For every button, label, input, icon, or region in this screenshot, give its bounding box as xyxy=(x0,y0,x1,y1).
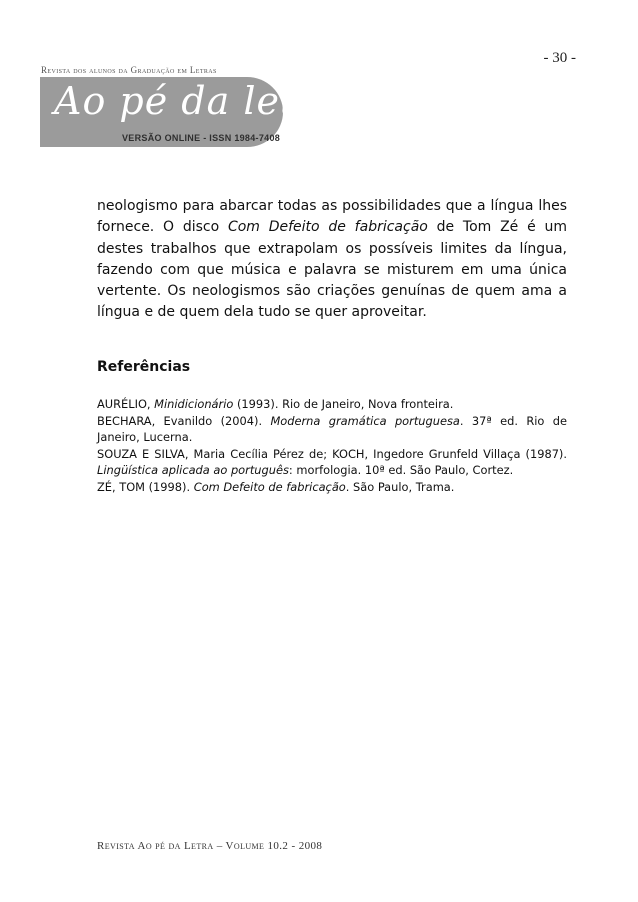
reference-details: . 37ª ed. Rio de Janeiro, Lucerna. xyxy=(97,413,567,445)
journal-header-line: Revista dos alunos da Graduação em Letras xyxy=(41,65,217,75)
body-text-end: de Tom Zé é um destes trabalhos que extrapolam os possíveis limites da língua, fazendo com que música e palavra se misturem em uma única vertente. Os neologismos são criações genuínas de quem ama a língua e de quem dela tudo se quer aproveitar. xyxy=(97,219,567,321)
reference-title: Lingüística aplicada ao português xyxy=(97,463,289,478)
body-text-start: neologismo para abarcar todas as possibilidades que a língua lhes fornece. O disco xyxy=(97,198,567,236)
reference-author: BECHARA, Evanildo (2004). xyxy=(97,413,271,428)
reference-item xyxy=(97,446,567,479)
reference-author: ZÉ, TOM (1998). xyxy=(97,479,194,494)
reference-item xyxy=(97,396,567,413)
album-title: Com Defeito de fabricação xyxy=(227,219,428,236)
reference-details: . São Paulo, Trama. xyxy=(345,479,455,494)
body-paragraph xyxy=(97,196,567,324)
journal-logo-title: Ao pé da letra xyxy=(54,79,340,123)
references-heading: Referências xyxy=(97,359,191,375)
page-number: - 30 - xyxy=(543,50,576,66)
reference-item xyxy=(97,479,567,496)
references-list xyxy=(97,396,567,496)
reference-details: : morfologia. 10ª ed. São Paulo, Cortez. xyxy=(288,463,514,478)
reference-title: Com Defeito de fabricação xyxy=(193,479,346,494)
reference-title: Minidicionário xyxy=(154,397,234,411)
reference-title: Moderna gramática portuguesa xyxy=(270,413,460,428)
page-footer: Revista Ao pé da Letra – Volume 10.2 - 2008 xyxy=(97,840,323,852)
journal-logo-subtitle: VERSÃO ONLINE - ISSN 1984-7408 xyxy=(122,133,281,143)
reference-details: (1993). Rio de Janeiro, Nova fronteira. xyxy=(233,397,454,411)
reference-item xyxy=(97,413,567,446)
reference-author: SOUZA E SILVA, Maria Cecília Pérez de; KOCH, Ingedore Grunfeld Villaça (1987). xyxy=(97,446,567,461)
reference-author: AURÉLIO, xyxy=(97,397,155,411)
